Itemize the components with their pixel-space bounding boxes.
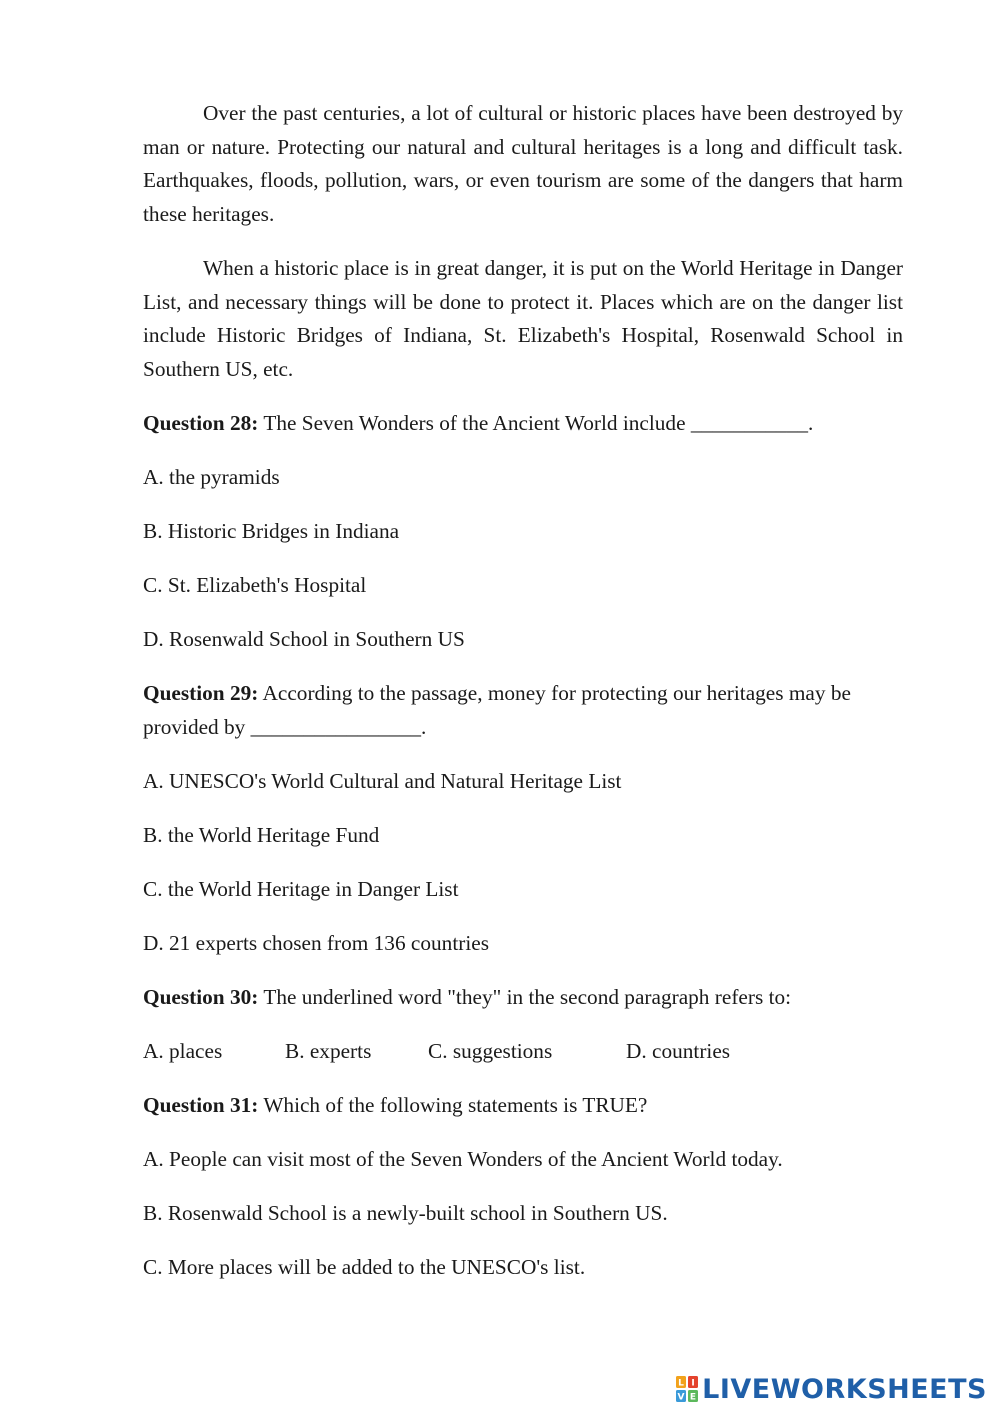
question-30-text: The underlined word "they" in the second paragraph refers to: <box>258 984 792 1009</box>
question-31-label: Question 31: <box>143 1092 259 1117</box>
question-30-options <box>143 1035 903 1069</box>
question-31-option-a[interactable]: A. People can visit most of the Seven Wonders of the Ancient World today. <box>143 1146 783 1171</box>
question-28-option-d[interactable]: D. Rosenwald School in Southern US <box>143 627 465 651</box>
question-28-label: Question 28: <box>143 411 259 435</box>
question-31-option-b[interactable]: B. Rosenwald School is a newly-built school in Southern US. <box>143 1200 668 1225</box>
liveworksheets-brand[interactable] <box>676 1372 987 1406</box>
question-30-option-c[interactable]: C. suggestions <box>428 1038 553 1063</box>
passage-paragraph-2: When a historic place is in great danger, it is put on the World Heritage in Danger List, and necessary things will be done to protect it. Places which are on the danger list include Historic Bridges of Indiana, St. Elizabeth's Hospital, Rosenwald School in Southern US, etc. <box>143 256 903 381</box>
question-30-label: Question 30: <box>143 984 259 1009</box>
question-30-option-a[interactable]: A. places <box>143 1038 223 1063</box>
question-29-option-d[interactable]: D. 21 experts chosen from 136 countries <box>143 930 489 955</box>
question-30-option-d[interactable]: D. countries <box>626 1038 731 1063</box>
question-28-option-c[interactable]: C. St. Elizabeth's Hospital <box>143 573 367 597</box>
question-30 <box>143 981 903 1015</box>
svg-text:L: L <box>678 1378 685 1389</box>
question-28-option-a[interactable]: A. the pyramids <box>143 465 280 489</box>
question-29-label: Question 29: <box>143 681 259 705</box>
svg-text:E: E <box>690 1392 697 1402</box>
passage-paragraph-1: Over the past centuries, a lot of cultural or historic places have been destroyed by man or nature. Protecting our natural and cultural heritages is a long and difficult task. Earthquakes, floods, pollution, wars, or even tourism are some of the dangers that harm these heritages. <box>143 101 903 226</box>
question-31-option-c[interactable]: C. More places will be added to the UNESCO's list. <box>143 1254 586 1279</box>
question-29-option-b[interactable]: B. the World Heritage Fund <box>143 822 380 847</box>
question-29-option-c[interactable]: C. the World Heritage in Danger List <box>143 876 459 901</box>
liveworksheets-wordmark: LIVEWORKSHEETS <box>702 1373 987 1405</box>
svg-text:V: V <box>677 1392 685 1402</box>
question-28-option-b[interactable]: B. Historic Bridges in Indiana <box>143 519 400 543</box>
question-29-option-a[interactable]: A. UNESCO's World Cultural and Natural Heritage List <box>143 768 622 793</box>
question-31-text: Which of the following statements is TRUE? <box>258 1092 648 1117</box>
svg-text:I: I <box>691 1378 695 1389</box>
question-28-text: The Seven Wonders of the Ancient World include ___________. <box>258 411 814 435</box>
liveworksheets-logo-icon <box>676 1376 698 1402</box>
worksheet-page <box>143 97 903 1305</box>
question-28 <box>143 407 903 441</box>
question-30-option-b[interactable]: B. experts <box>285 1038 372 1063</box>
question-31 <box>143 1089 903 1123</box>
question-29 <box>143 677 903 744</box>
question-29-text: According to the passage, money for protecting our heritages may be provided by ________________. <box>143 681 851 739</box>
